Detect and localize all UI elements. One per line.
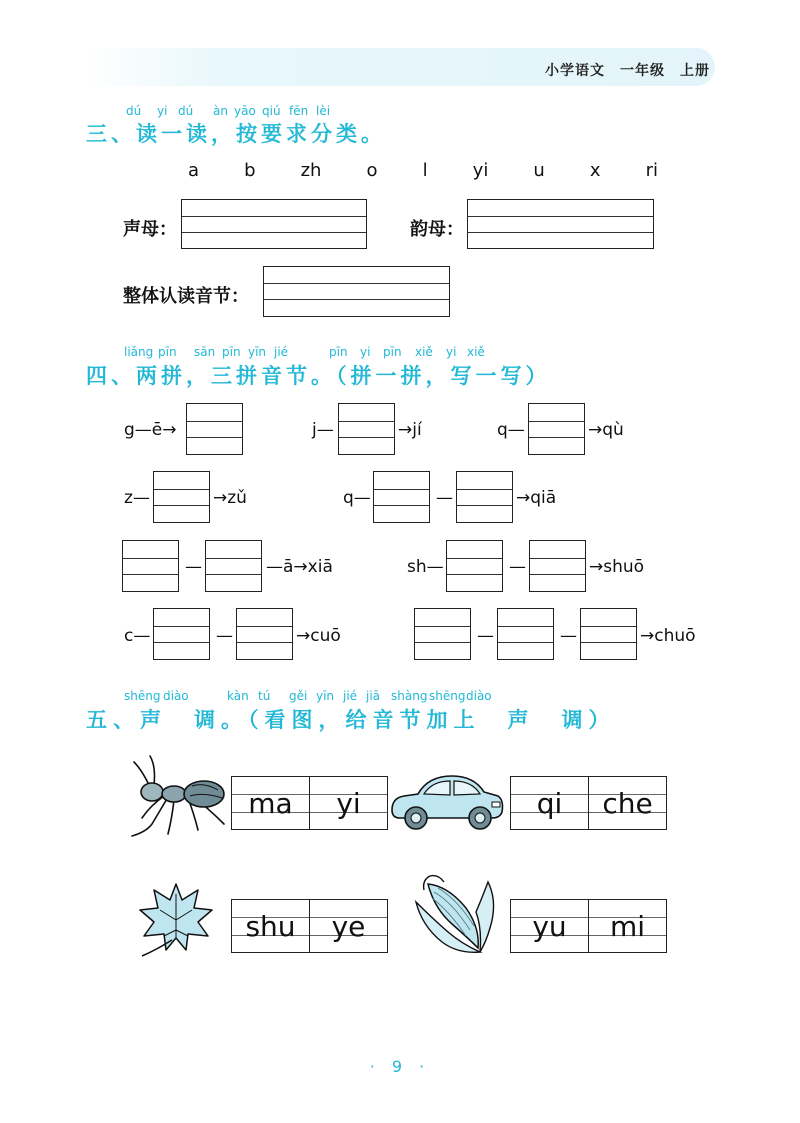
pinyin-annotation: shēng bbox=[124, 689, 161, 703]
label-shengmu: 声母： bbox=[123, 219, 177, 240]
tone-answer-box[interactable] bbox=[231, 899, 388, 953]
pinyin-annotation: sān bbox=[194, 345, 216, 359]
label-zhengti: 整体认读音节： bbox=[123, 286, 249, 307]
pinyin-annotation: lèi bbox=[316, 104, 331, 118]
pinyin-answer-box[interactable] bbox=[338, 403, 395, 455]
pinyin-answer-box[interactable] bbox=[446, 540, 503, 592]
pinyin-answer-box[interactable] bbox=[236, 608, 293, 660]
pinyin-answer-box[interactable] bbox=[373, 471, 430, 523]
tone-answer-box[interactable] bbox=[510, 776, 667, 830]
pinyin-annotation: xiě bbox=[415, 345, 433, 359]
pinyin-annotation: yīn bbox=[248, 345, 267, 359]
syllable-part: —ā→xiā bbox=[266, 557, 333, 577]
syllable: qi bbox=[536, 786, 563, 820]
letter: x bbox=[589, 160, 601, 181]
label-yunmu: 韵母： bbox=[410, 219, 464, 240]
pinyin-annotation: qiú bbox=[262, 104, 281, 118]
syllable: yi bbox=[309, 777, 387, 829]
section-4-title: 四、两拼，三拼音节。（拼一拼，写一写） bbox=[86, 364, 551, 388]
pinyin-annotation: dú bbox=[178, 104, 194, 118]
syllable: ye bbox=[309, 900, 387, 952]
pinyin-answer-box[interactable] bbox=[456, 471, 513, 523]
pinyin-annotation: pīn bbox=[158, 345, 177, 359]
pinyin-annotation: yi bbox=[360, 345, 371, 359]
pinyin-annotation: yi bbox=[157, 104, 168, 118]
pinyin-annotation: xiě bbox=[467, 345, 485, 359]
tone-answer-box[interactable] bbox=[510, 899, 667, 953]
pinyin-answer-box[interactable] bbox=[186, 403, 243, 455]
syllable-part: — bbox=[216, 626, 233, 646]
letter: b bbox=[244, 160, 256, 181]
syllable-part: q— bbox=[497, 420, 525, 440]
pinyin-answer-box[interactable] bbox=[153, 471, 210, 523]
pinyin-annotation: diào bbox=[163, 689, 189, 703]
pinyin-annotation: yāo bbox=[234, 104, 256, 118]
pinyin-annotation: pīn bbox=[222, 345, 241, 359]
syllable-part: →chuō bbox=[640, 626, 696, 646]
pinyin-annotation: yīn bbox=[316, 689, 335, 703]
corn-icon bbox=[408, 872, 500, 958]
zhengti-answer-box[interactable] bbox=[263, 266, 450, 317]
syllable-part: — bbox=[477, 626, 494, 646]
syllable-part: →qù bbox=[588, 420, 624, 440]
pinyin-annotation: liǎng bbox=[124, 345, 154, 359]
syllable: ma bbox=[248, 786, 293, 820]
pinyin-annotation: pīn bbox=[383, 345, 402, 359]
pinyin-annotation: shēng bbox=[429, 689, 466, 703]
pinyin-answer-box[interactable] bbox=[205, 540, 262, 592]
syllable-part: — bbox=[509, 557, 526, 577]
pinyin-answer-box[interactable] bbox=[153, 608, 210, 660]
letter: a bbox=[188, 160, 200, 181]
pinyin-annotation: yi bbox=[446, 345, 457, 359]
syllable-part: →shuō bbox=[589, 557, 645, 577]
syllable-part: q— bbox=[343, 488, 371, 508]
letter: yi bbox=[472, 160, 489, 181]
syllable-part: — bbox=[560, 626, 577, 646]
letter: zh bbox=[300, 160, 322, 181]
pinyin-answer-box[interactable] bbox=[497, 608, 554, 660]
syllable-part: →jí bbox=[398, 420, 422, 440]
syllable: che bbox=[588, 777, 666, 829]
letter: ri bbox=[645, 160, 658, 181]
letter: l bbox=[422, 160, 428, 181]
pinyin-annotation: kàn bbox=[227, 689, 249, 703]
syllable-part: →qiā bbox=[516, 488, 557, 508]
ant-icon bbox=[128, 752, 232, 844]
car-icon bbox=[388, 768, 506, 834]
syllable: mi bbox=[588, 900, 666, 952]
yunmu-answer-box[interactable] bbox=[467, 199, 654, 249]
pinyin-annotation: jié bbox=[274, 345, 289, 359]
syllable-part: sh— bbox=[407, 557, 444, 577]
letter: u bbox=[533, 160, 545, 181]
pinyin-answer-box[interactable] bbox=[528, 403, 585, 455]
syllable-part: — bbox=[436, 488, 453, 508]
shengmu-answer-box[interactable] bbox=[181, 199, 367, 249]
letter: o bbox=[366, 160, 378, 181]
pinyin-annotation: shàng bbox=[391, 689, 428, 703]
header-subject: 小学语文 一年级 上册 bbox=[545, 63, 710, 79]
syllable: yu bbox=[532, 909, 567, 943]
pinyin-annotation: fēn bbox=[289, 104, 309, 118]
page-number: · 9 · bbox=[369, 1057, 431, 1076]
syllable-part: z— bbox=[124, 488, 150, 508]
syllable-part: g—ē→ bbox=[124, 420, 177, 440]
pinyin-answer-box[interactable] bbox=[122, 540, 179, 592]
pinyin-answer-box[interactable] bbox=[580, 608, 637, 660]
syllable-part: j— bbox=[312, 420, 334, 440]
leaf-icon bbox=[136, 880, 216, 960]
pinyin-annotation: tú bbox=[258, 689, 271, 703]
pinyin-answer-box[interactable] bbox=[529, 540, 586, 592]
pinyin-annotation: jiā bbox=[366, 689, 381, 703]
syllable-part: c— bbox=[124, 626, 151, 646]
pinyin-annotation: pīn bbox=[329, 345, 348, 359]
section-5-title: 五、声 调。（看图，给音节加上 声 调） bbox=[86, 708, 616, 732]
tone-answer-box[interactable] bbox=[231, 776, 388, 830]
pinyin-answer-box[interactable] bbox=[414, 608, 471, 660]
pinyin-annotation: àn bbox=[213, 104, 228, 118]
pinyin-annotation: jié bbox=[343, 689, 358, 703]
syllable-part: →zǔ bbox=[213, 488, 247, 508]
pinyin-annotation: dú bbox=[126, 104, 142, 118]
section-3-title: 三、读一读，按要求分类。 bbox=[86, 122, 386, 146]
pinyin-annotation: diào bbox=[466, 689, 492, 703]
letter-list bbox=[188, 160, 658, 181]
syllable: shu bbox=[245, 909, 296, 943]
syllable-part: →cuō bbox=[296, 626, 341, 646]
pinyin-annotation: gěi bbox=[289, 689, 308, 703]
syllable-part: — bbox=[185, 557, 202, 577]
